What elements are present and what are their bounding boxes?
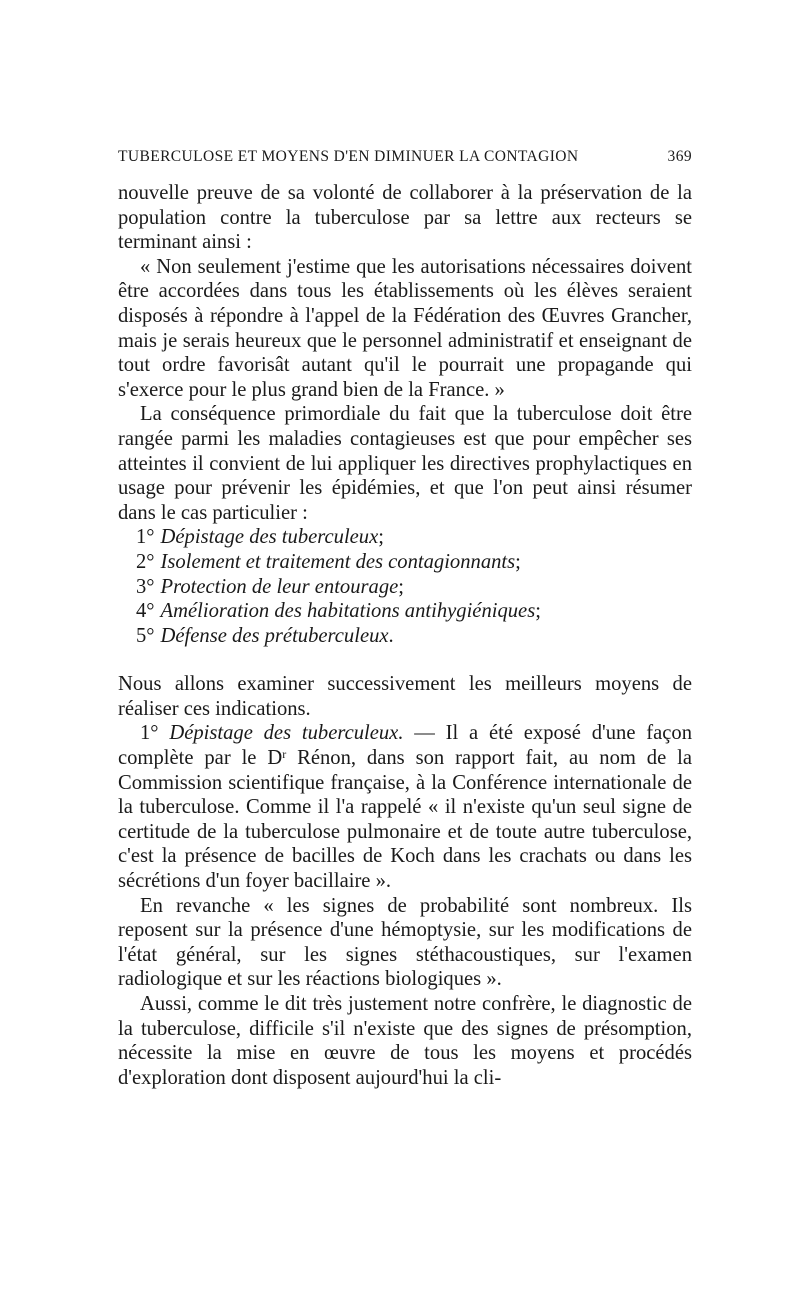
list-item: 5° Défense des prétuberculeux. bbox=[136, 624, 394, 647]
section-number: 1° bbox=[140, 722, 159, 745]
paragraph-continuation: nouvelle preuve de sa volonté de collaborer à la préservation de la population contre la tuberculose par sa lettre aux recteurs se terminant ainsi : bbox=[118, 182, 692, 254]
running-head bbox=[118, 148, 692, 170]
list-item: 3° Protection de leur entourage; bbox=[136, 575, 405, 598]
paragraph-section-depistage bbox=[118, 721, 692, 893]
section-text-a: — Il a été exposé d'une façon complète par le D bbox=[118, 722, 693, 770]
paragraph-probability-signs: En revanche « les signes de probabilité sont nombreux. Ils reposent sur la présence d'une hémoptysie, sur les modifications de l'état général, sur les signes stéthacoustiques, sur l'examen radiologique et sur les réactions biologiques ». bbox=[118, 894, 692, 991]
paragraph-gap bbox=[118, 648, 692, 672]
list-item: 4° Amélioration des habitations antihygiéniques; bbox=[136, 600, 541, 623]
doctor-abbrev-sup: r bbox=[282, 747, 287, 762]
running-head-title: TUBERCULOSE ET MOYENS D'EN DIMINUER LA CONTAGION bbox=[118, 148, 579, 165]
list-item: 2° Isolement et traitement des contagionnants; bbox=[136, 550, 521, 573]
paragraph-quote-letter: « Non seulement j'estime que les autorisations nécessaires doivent être accordées dans tous les établissements où les élèves seraient disposés à répondre à l'appel de la Fédération des Œuvres Grancher, mais je serais heureux que le personnel administratif et enseignant de tout ordre favorisât autant qu'il le pourrait une propagande qui s'exerce pour le plus grand bien de la France. » bbox=[118, 255, 692, 401]
page-number: 369 bbox=[667, 148, 692, 165]
paragraph-examine: Nous allons examiner successivement les meilleurs moyens de réaliser ces indications. bbox=[118, 673, 692, 720]
prophylaxis-list bbox=[118, 525, 692, 648]
section-text-b: Rénon, dans son rapport fait, au nom de la Commission scientifique française, à la Conférence internationale de la tuberculose. Comme il l'a rappelé « il n'existe qu'un seul signe de certitude de la tuberculose pulmonaire et de toute autre tuberculose, c'est la présence de bacilles de Koch dans les crachats ou dans les sécrétions d'un foyer bacillaire ». bbox=[118, 747, 693, 893]
list-item: 1° Dépistage des tuberculeux; bbox=[136, 526, 384, 549]
body-text bbox=[118, 181, 692, 1090]
section-heading: Dépistage des tuberculeux. bbox=[169, 722, 404, 745]
paragraph-consequence: La conséquence primordiale du fait que la tuberculose doit être rangée parmi les maladies contagieuses est que pour empêcher ses atteintes il convient de lui appliquer les directives prophylactiques en usage pour prévenir les épidémies, et que l'on peut ainsi résumer dans le cas particulier : bbox=[118, 403, 692, 524]
paragraph-diagnosis: Aussi, comme le dit très justement notre confrère, le diagnostic de la tuberculose, difficile s'il n'existe que des signes de présomption, nécessite la mise en œuvre de tous les moyens et procédés d'exploration dont disposent aujourd'hui la cli- bbox=[118, 993, 692, 1089]
